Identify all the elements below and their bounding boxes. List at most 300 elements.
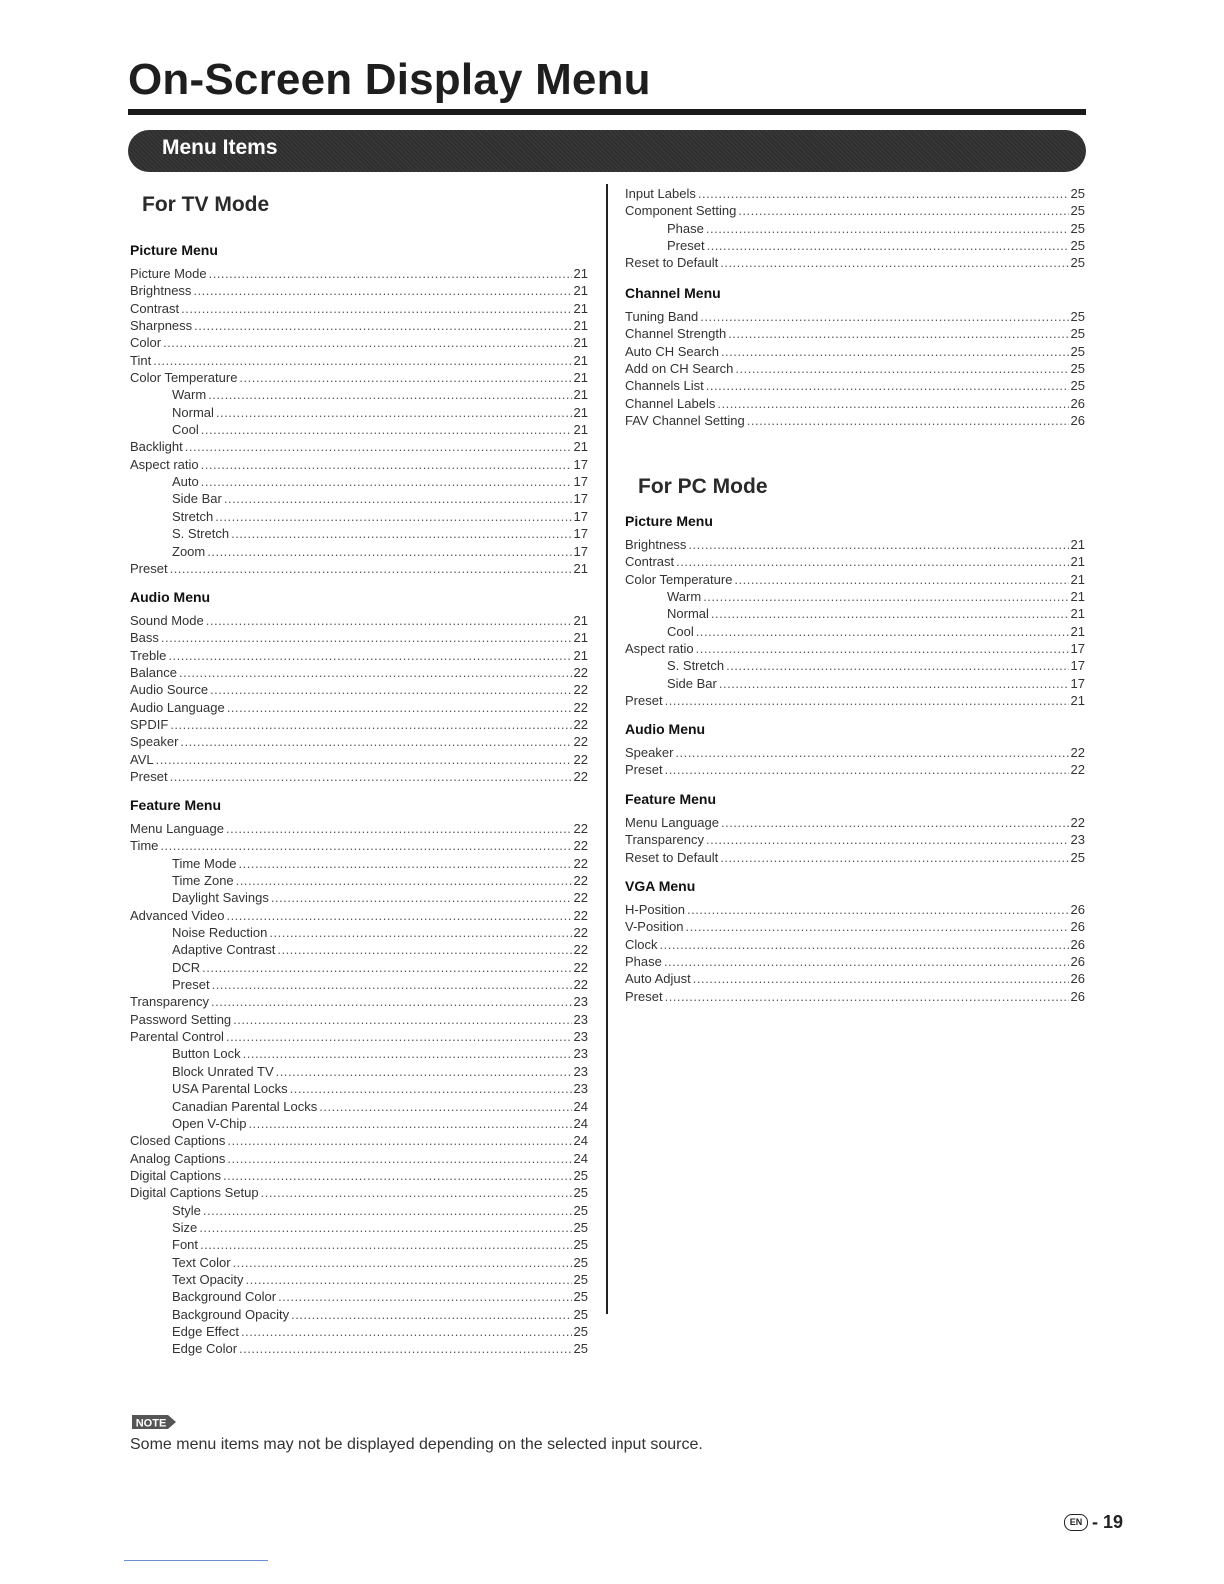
dot-leader (686, 919, 1069, 934)
page-title: On-Screen Display Menu (128, 55, 651, 104)
entry-label: Normal (172, 404, 214, 420)
section-heading: Audio Menu (625, 721, 706, 737)
dot-leader (200, 1237, 572, 1252)
entry-label: Channel Labels (625, 395, 716, 411)
menu-entry (625, 413, 1085, 430)
entry-label: Aspect ratio (625, 641, 694, 657)
dot-leader (720, 255, 1068, 270)
entry-label: Text Color (172, 1254, 231, 1270)
entry-label: Brightness (130, 283, 192, 299)
dot-leader (738, 203, 1068, 218)
dot-leader (223, 1168, 571, 1183)
dot-leader (209, 266, 572, 281)
entry-label: Font (172, 1237, 199, 1253)
entry-page-number: 17 (573, 456, 588, 472)
entry-page-number: 25 (573, 1271, 588, 1287)
tv-menu-continued-section (625, 186, 1085, 273)
menu-subentry (130, 422, 588, 439)
dot-leader (291, 1307, 571, 1322)
dot-leader (243, 1046, 572, 1061)
dot-leader (711, 606, 1069, 621)
entry-label: Text Opacity (172, 1271, 244, 1287)
entry-page-number: 21 (573, 370, 588, 386)
entry-page-number: 21 (1070, 606, 1085, 622)
dot-leader (665, 989, 1069, 1004)
entry-page-number: 17 (1070, 641, 1085, 657)
entry-label: Digital Captions Setup (130, 1185, 259, 1201)
entry-label: Time Zone (172, 873, 234, 889)
dot-leader (212, 977, 572, 992)
pc-vga-menu-section (625, 878, 1085, 1006)
entry-page-number: 25 (573, 1306, 588, 1322)
dot-leader (226, 1029, 572, 1044)
menu-subentry (130, 1341, 588, 1358)
entry-page-number: 22 (573, 699, 588, 715)
pc-feature-menu-section (625, 791, 1085, 867)
dot-leader (276, 1064, 572, 1079)
entry-page-number: 21 (1070, 554, 1085, 570)
entry-label: Speaker (625, 745, 674, 760)
dot-leader (180, 734, 571, 749)
entry-label: Edge Color (172, 1341, 238, 1357)
dot-leader (224, 491, 572, 506)
entry-label: USA Parental Locks (172, 1081, 288, 1097)
dot-leader (246, 1272, 572, 1287)
entry-label: Auto CH Search (625, 343, 719, 359)
dot-leader (696, 624, 1069, 639)
entry-page-number: 17 (573, 491, 588, 507)
entry-page-number: 17 (1070, 658, 1085, 674)
menu-entry (625, 850, 1085, 867)
menu-entry (625, 762, 1085, 779)
entry-label: Preset (667, 238, 705, 254)
entry-page-number: 23 (573, 994, 588, 1010)
entry-page-number: 26 (1070, 395, 1085, 411)
dot-leader (201, 474, 572, 489)
entry-label: Tuning Band (625, 309, 699, 324)
dot-leader (269, 925, 571, 940)
menu-entry (130, 994, 588, 1011)
entry-page-number: 25 (573, 1202, 588, 1218)
menu-entry (625, 989, 1085, 1006)
entry-label: Aspect ratio (130, 456, 199, 472)
dot-leader (236, 873, 572, 888)
menu-entry (130, 648, 588, 665)
menu-entry (625, 641, 1085, 658)
tv-channel-menu-section (625, 285, 1085, 430)
menu-entry (130, 769, 588, 786)
entry-page-number: 25 (573, 1167, 588, 1183)
dot-leader (226, 908, 571, 923)
page-number-value: - 19 (1092, 1512, 1124, 1532)
dot-leader (227, 1151, 571, 1166)
entry-label: Clock (625, 936, 658, 952)
entry-page-number: 22 (573, 717, 588, 733)
dot-leader (202, 960, 571, 975)
menu-entry (625, 361, 1085, 378)
menu-subentry (625, 676, 1085, 693)
dot-leader (160, 838, 571, 853)
menu-subentry (625, 221, 1085, 238)
entry-page-number: 22 (573, 959, 588, 975)
menu-subentry (130, 977, 588, 994)
entry-page-number: 22 (573, 751, 588, 767)
menu-entry (130, 283, 588, 300)
entry-label: Button Lock (172, 1046, 241, 1062)
dot-leader (747, 413, 1069, 428)
entry-page-number: 21 (573, 422, 588, 438)
menu-entry (625, 919, 1085, 936)
entry-page-number: 23 (1070, 832, 1085, 848)
entry-label: Channels List (625, 378, 704, 394)
entry-label: Brightness (625, 537, 687, 552)
entry-page-number: 25 (573, 1254, 588, 1270)
dot-leader (168, 648, 571, 663)
entry-page-number: 24 (573, 1115, 588, 1131)
dot-leader (211, 994, 572, 1009)
entry-page-number: 25 (573, 1323, 588, 1339)
entry-label: Warm (667, 589, 702, 605)
entry-page-number: 17 (573, 543, 588, 559)
menu-subentry (130, 925, 588, 942)
entry-page-number: 22 (573, 907, 588, 923)
entry-page-number: 21 (573, 613, 588, 628)
dot-leader (735, 361, 1068, 376)
entry-page-number: 22 (573, 838, 588, 854)
dot-leader (660, 937, 1069, 952)
menu-subentry (625, 589, 1085, 606)
menu-subentry (130, 509, 588, 526)
page-number (1064, 1512, 1123, 1533)
entry-label: DCR (172, 959, 201, 975)
pc-audio-menu-section (625, 721, 1085, 780)
entry-page-number: 21 (573, 387, 588, 403)
bottom-rule (124, 1560, 268, 1561)
entry-page-number: 17 (573, 474, 588, 490)
dot-leader (721, 344, 1069, 359)
entry-page-number: 21 (573, 300, 588, 316)
menu-subentry (130, 856, 588, 873)
entry-label: Channel Strength (625, 326, 727, 342)
dot-leader (156, 752, 572, 767)
menu-entry (130, 1012, 588, 1029)
dot-leader (271, 890, 572, 905)
menu-entry (130, 266, 588, 283)
entry-label: Background Opacity (172, 1306, 290, 1322)
menu-subentry (130, 544, 588, 561)
menu-entry (625, 745, 1085, 762)
entry-page-number: 21 (573, 266, 588, 281)
entry-page-number: 25 (1070, 255, 1085, 271)
entry-page-number: 25 (573, 1185, 588, 1201)
dot-leader (664, 954, 1069, 969)
dot-leader (210, 682, 571, 697)
menu-subentry (130, 890, 588, 907)
section-heading: Feature Menu (130, 797, 222, 813)
entry-label: Zoom (172, 543, 206, 559)
menu-entry (625, 186, 1085, 203)
entry-page-number: 22 (1070, 815, 1085, 830)
menu-entry (130, 1151, 588, 1168)
entry-page-number: 23 (573, 1046, 588, 1062)
dot-leader (734, 572, 1068, 587)
entry-page-number: 22 (573, 734, 588, 750)
entry-label: Bass (130, 630, 159, 646)
entry-label: Canadian Parental Locks (172, 1098, 318, 1114)
entry-page-number: 22 (573, 821, 588, 836)
entry-label: V-Position (625, 919, 684, 935)
menu-subentry (130, 387, 588, 404)
section-heading: Feature Menu (625, 791, 717, 807)
dot-leader (241, 1324, 572, 1339)
dot-leader (170, 769, 572, 784)
menu-subentry (130, 1237, 588, 1254)
entry-label: Transparency (130, 994, 209, 1010)
entry-page-number: 26 (1070, 936, 1085, 952)
dot-leader (226, 821, 572, 836)
dot-leader (208, 387, 571, 402)
menu-entry (130, 700, 588, 717)
dot-leader (193, 283, 571, 298)
menu-entry (625, 203, 1085, 220)
entry-label: Audio Source (130, 682, 209, 698)
entry-page-number: 26 (1070, 902, 1085, 917)
entry-page-number: 21 (1070, 693, 1085, 709)
entry-page-number: 21 (573, 560, 588, 576)
menu-entry (625, 344, 1085, 361)
entry-page-number: 26 (1070, 919, 1085, 935)
banner-label: Menu Items (162, 136, 278, 159)
entry-page-number: 25 (1070, 361, 1085, 377)
entry-label: Password Setting (130, 1011, 232, 1027)
entry-page-number: 25 (1070, 378, 1085, 394)
menu-entry (130, 457, 588, 474)
menu-entry (130, 1029, 588, 1046)
entry-label: H-Position (625, 902, 685, 917)
dot-leader (290, 1081, 572, 1096)
dot-leader (687, 902, 1069, 917)
menu-entry (130, 682, 588, 699)
entry-label: Warm (172, 387, 207, 403)
entry-page-number: 23 (573, 1081, 588, 1097)
dot-leader (688, 537, 1068, 552)
entry-page-number: 25 (1070, 238, 1085, 254)
menu-entry (130, 1133, 588, 1150)
menu-entry (130, 821, 588, 838)
entry-page-number: 25 (1070, 186, 1085, 201)
entry-label: Speaker (130, 734, 179, 750)
menu-subentry (625, 238, 1085, 255)
entry-page-number: 23 (573, 1029, 588, 1045)
entry-page-number: 22 (1070, 745, 1085, 760)
menu-entry (130, 439, 588, 456)
dot-leader (201, 457, 572, 472)
menu-subentry (130, 960, 588, 977)
entry-label: SPDIF (130, 717, 169, 733)
entry-label: FAV Channel Setting (625, 413, 745, 429)
menu-entry (625, 326, 1085, 343)
dot-leader (239, 370, 571, 385)
entry-label: Noise Reduction (172, 925, 268, 941)
entry-page-number: 24 (573, 1133, 588, 1149)
entry-page-number: 26 (1070, 954, 1085, 970)
tv-picture-menu-section (130, 242, 588, 578)
menu-subentry (130, 1220, 588, 1237)
entry-label: Time (130, 838, 159, 854)
entry-page-number: 26 (1070, 413, 1085, 429)
menu-subentry (130, 1064, 588, 1081)
entry-page-number: 25 (573, 1237, 588, 1253)
dot-leader (261, 1185, 572, 1200)
menu-entry (130, 318, 588, 335)
menu-entry (130, 838, 588, 855)
menu-entry (625, 378, 1085, 395)
entry-label: Preset (130, 769, 168, 785)
menu-subentry (625, 624, 1085, 641)
entry-label: Analog Captions (130, 1150, 226, 1166)
entry-page-number: 23 (573, 1063, 588, 1079)
dot-leader (706, 832, 1069, 847)
entry-page-number: 23 (573, 1011, 588, 1027)
entry-label: Size (172, 1219, 198, 1235)
menu-entry (625, 537, 1085, 554)
entry-label: Tint (130, 352, 152, 368)
entry-page-number: 22 (1070, 762, 1085, 778)
entry-label: Preset (625, 762, 663, 778)
menu-entry (130, 630, 588, 647)
menu-subentry (130, 1324, 588, 1341)
dot-leader (665, 762, 1069, 777)
entry-label: Edge Effect (172, 1323, 239, 1339)
dot-leader (231, 526, 571, 541)
entry-page-number: 25 (573, 1289, 588, 1305)
entry-page-number: 17 (573, 508, 588, 524)
dot-leader (696, 641, 1069, 656)
entry-label: Picture Mode (130, 266, 207, 281)
entry-label: Closed Captions (130, 1133, 226, 1149)
dot-leader (717, 396, 1068, 411)
dot-leader (161, 630, 572, 645)
dot-leader (170, 717, 571, 732)
menu-subentry (130, 1272, 588, 1289)
menu-entry (130, 370, 588, 387)
entry-label: Cool (172, 422, 199, 438)
entry-label: Parental Control (130, 1029, 224, 1045)
entry-label: Audio Language (130, 699, 225, 715)
entry-page-number: 21 (573, 647, 588, 663)
dot-leader (700, 309, 1068, 324)
entry-label: Preset (172, 977, 210, 993)
menu-subentry (130, 1081, 588, 1098)
entry-page-number: 21 (573, 283, 588, 299)
dot-leader (170, 561, 572, 576)
dot-leader (227, 700, 572, 715)
entry-label: Input Labels (625, 186, 696, 201)
menu-subentry (625, 606, 1085, 623)
dot-leader (199, 1220, 571, 1235)
entry-page-number: 21 (1070, 571, 1085, 587)
entry-label: Preset (130, 560, 168, 576)
entry-page-number: 22 (573, 873, 588, 889)
entry-label: Auto (172, 474, 199, 490)
entry-label: Backlight (130, 439, 183, 455)
entry-label: Advanced Video (130, 907, 225, 923)
menu-entry (625, 815, 1085, 832)
entry-page-number: 21 (573, 630, 588, 646)
entry-label: Menu Language (625, 815, 719, 830)
dot-leader (726, 658, 1068, 673)
entry-page-number: 21 (573, 335, 588, 351)
entry-page-number: 22 (573, 942, 588, 958)
entry-label: Add on CH Search (625, 361, 734, 377)
menu-entry (625, 572, 1085, 589)
entry-page-number: 24 (573, 1150, 588, 1166)
dot-leader (194, 318, 571, 333)
entry-label: Style (172, 1202, 201, 1218)
dot-leader (215, 509, 571, 524)
dot-leader (721, 815, 1069, 830)
dot-leader (676, 554, 1068, 569)
menu-entry (625, 309, 1085, 326)
entry-label: Open V-Chip (172, 1115, 247, 1131)
entry-label: Treble (130, 647, 167, 663)
dot-leader (207, 544, 571, 559)
entry-page-number: 25 (1070, 343, 1085, 359)
entry-label: Preset (625, 988, 663, 1004)
entry-page-number: 25 (1070, 203, 1085, 219)
entry-label: Side Bar (172, 491, 222, 507)
pc-picture-menu-section (625, 513, 1085, 710)
entry-page-number: 26 (1070, 971, 1085, 987)
menu-entry (130, 665, 588, 682)
dot-leader (675, 745, 1068, 760)
dot-leader (706, 221, 1069, 236)
section-heading: VGA Menu (625, 878, 696, 894)
entry-page-number: 24 (573, 1098, 588, 1114)
entry-label: Cool (667, 623, 694, 639)
entry-page-number: 21 (1070, 589, 1085, 605)
dot-leader (239, 856, 572, 871)
entry-page-number: 25 (573, 1341, 588, 1357)
entry-label: Phase (667, 220, 704, 236)
dot-leader (185, 439, 572, 454)
menu-subentry (130, 1099, 588, 1116)
entry-label: Normal (667, 606, 709, 622)
entry-label: Transparency (625, 832, 704, 848)
entry-page-number: 22 (573, 925, 588, 941)
entry-page-number: 21 (1070, 537, 1085, 552)
entry-page-number: 25 (1070, 309, 1085, 324)
menu-subentry (130, 474, 588, 491)
section-heading: Picture Menu (625, 513, 713, 529)
menu-subentry (130, 1046, 588, 1063)
entry-page-number: 21 (573, 439, 588, 455)
dot-leader (665, 693, 1069, 708)
title-rule (128, 109, 1086, 115)
dot-leader (719, 676, 1069, 691)
menu-subentry (130, 405, 588, 422)
entry-label: Contrast (130, 300, 180, 316)
entry-label: Color Temperature (130, 370, 238, 386)
entry-label: S. Stretch (667, 658, 725, 674)
entry-label: Balance (130, 665, 177, 681)
menu-subentry (130, 1255, 588, 1272)
entry-page-number: 21 (573, 318, 588, 334)
tv-mode-title: For TV Mode (142, 193, 270, 216)
column-divider (606, 184, 608, 1314)
entry-label: Time Mode (172, 855, 237, 871)
entry-label: Adaptive Contrast (172, 942, 276, 958)
